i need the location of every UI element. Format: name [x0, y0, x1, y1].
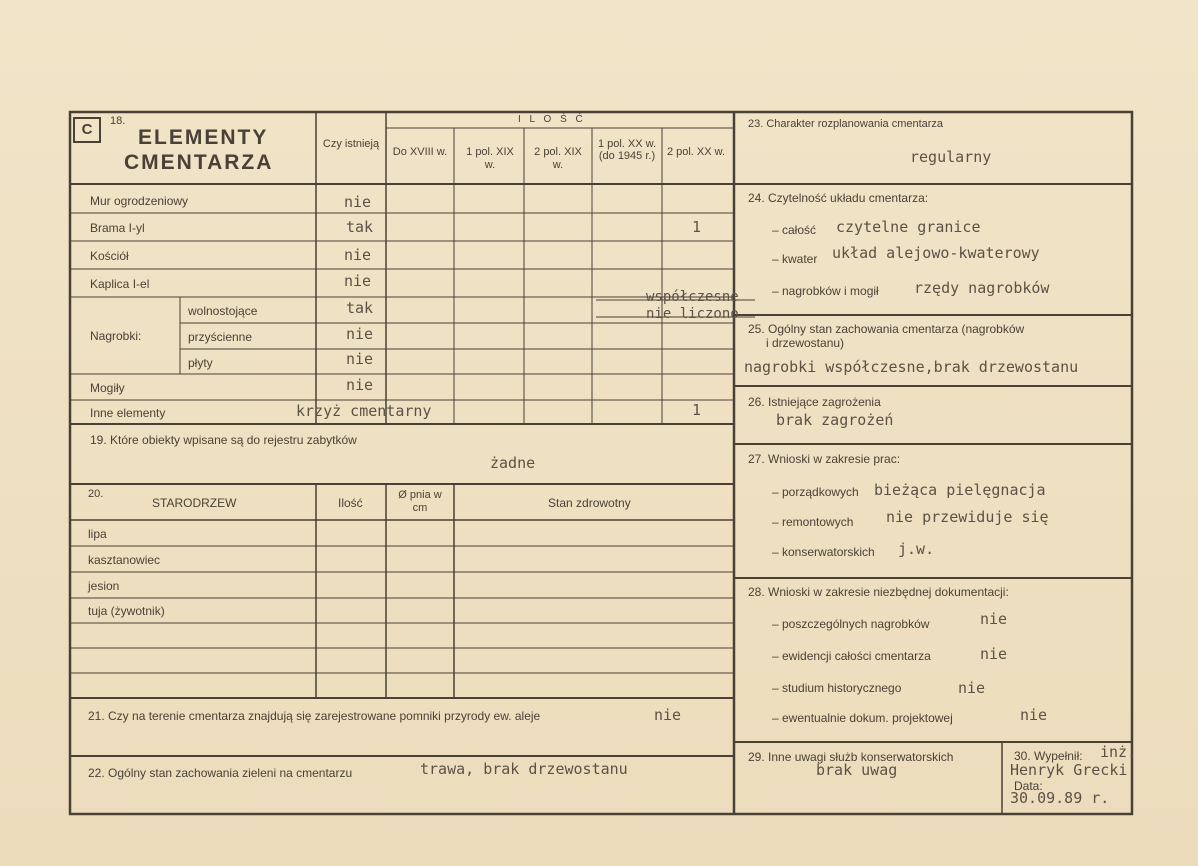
sec24-item-value: rzędy nagrobków	[914, 279, 1050, 297]
row-label: Kaplica I-el	[90, 277, 150, 291]
sec30-title: inż.	[1100, 743, 1137, 761]
form-letter-box: C	[73, 117, 101, 143]
nagrobki-note1: współczesne	[646, 289, 739, 305]
row-exists: nie	[344, 272, 372, 290]
sec27-item-value: j.w.	[898, 540, 935, 558]
sec22-value: trawa, brak drzewostanu	[420, 760, 628, 778]
sec20-col-pnia: Ø pnia w cm	[398, 489, 442, 514]
sec29-label: 29. Inne uwagi służb konserwatorskich	[748, 750, 954, 764]
row-exists: nie	[346, 350, 374, 368]
sec21-label: 21. Czy na terenie cmentarza znajdują się zarejestrowane pomniki przyrody ew. aleje	[88, 709, 541, 723]
sec25-value: nagrobki współczesne,brak drzewostanu	[744, 358, 1079, 376]
sec20-col-ilosc: Ilość	[338, 496, 363, 510]
sec28-item-label: – poszczególnych nagrobków	[772, 617, 930, 631]
col-2pol-xx: 2 pol. XX w.	[666, 146, 726, 158]
sec24-item-value: czytelne granice	[836, 218, 981, 236]
row-exists: krzyż cmentarny	[296, 402, 432, 420]
sec22-label: 22. Ogólny stan zachowania zieleni na cmentarzu	[88, 766, 353, 780]
row-label: Inne elementy	[90, 406, 166, 420]
sec28-item-label: – ewidencji całości cmentarza	[772, 649, 931, 663]
sec28-item-value: nie	[980, 610, 1008, 628]
row-count: 1	[692, 218, 702, 236]
sec24-item-label: – całość	[772, 223, 817, 237]
sec28-label: 28. Wnioski w zakresie niezbędnej dokumentacji:	[748, 585, 1009, 599]
sec30-date: 30.09.89 r.	[1010, 789, 1110, 807]
sec28-item-label: – ewentualnie dokum. projektowej	[772, 711, 953, 725]
col-1pol-xix: 1 pol. XIX w.	[466, 146, 514, 171]
sec28-item-label: – studium historycznego	[772, 681, 902, 695]
sec20-col-stan: Stan zdrowotny	[548, 496, 631, 510]
sec27-label: 27. Wnioski w zakresie prac:	[748, 452, 901, 466]
sec24-item-label: – kwater	[772, 252, 818, 266]
sec18-title-line1: ELEMENTY	[138, 126, 269, 149]
tree-row: kasztanowiec	[88, 553, 161, 567]
row-exists: nie	[346, 376, 374, 394]
sec28-item-value: nie	[958, 679, 986, 697]
tree-row: lipa	[88, 527, 107, 541]
nagrobki-note2: nie liczono	[646, 306, 739, 322]
nagrobki-label: Nagrobki:	[90, 329, 142, 343]
sec26-value: brak zagrożeń	[776, 411, 894, 429]
sec24-item-label: – nagrobków i mogił	[772, 284, 879, 298]
sec18-title-line2: CMENTARZA	[124, 151, 274, 174]
tree-row: jesion	[88, 579, 120, 593]
sec21-value: nie	[654, 706, 682, 724]
sec18-number: 18.	[110, 115, 126, 127]
sec30-date-label: Data:	[1014, 779, 1043, 793]
sec29-value: brak uwag	[816, 761, 898, 779]
sec24-label: 24. Czytelność układu cmentarza:	[748, 191, 929, 205]
sec19-value: żadne	[490, 454, 536, 472]
sec27-item-label: – porządkowych	[772, 485, 859, 499]
row-exists: tak	[346, 299, 374, 317]
tree-row: tuja (żywotnik)	[88, 604, 165, 618]
sec23-value: regularny	[910, 148, 992, 166]
row-label: Mur ogrodzeniowy	[90, 194, 189, 208]
row-label: Brama I-yl	[90, 221, 145, 235]
sec30-name: Henryk Grecki	[1010, 761, 1128, 779]
sec28-item-value: nie	[1020, 706, 1048, 724]
sec19-label: 19. Które obiekty wpisane są do rejestru zabytków	[90, 433, 357, 447]
row-label: Kościół	[90, 249, 129, 263]
row-count: 1	[692, 401, 702, 419]
sec25-label-line2: i drzewostanu)	[766, 336, 845, 350]
sec27-item-label: – remontowych	[772, 515, 854, 529]
row-label: Mogiły	[90, 381, 125, 395]
sec20-title: STARODRZEW	[152, 496, 237, 510]
row-exists: tak	[346, 218, 374, 236]
sec27-item-value: bieżąca pielęgnacja	[874, 481, 1046, 499]
sec27-item-value: nie przewiduje się	[886, 508, 1049, 526]
sec25-label-line1: 25. Ogólny stan zachowania cmentarza (nagrobków	[748, 322, 1025, 336]
sec26-label: 26. Istniejące zagrożenia	[748, 395, 881, 409]
sec23-label: 23. Charakter rozplanowania cmentarza	[748, 118, 944, 130]
col-2pol-xix: 2 pol. XIX w.	[534, 146, 582, 171]
sec20-number: 20.	[88, 488, 104, 500]
row-label: płyty	[188, 356, 213, 370]
col-do-xviii: Do XVIII w.	[392, 146, 448, 158]
sec27-item-label: – konserwatorskich	[772, 545, 875, 559]
sec30-label: 30. Wypełnił:	[1014, 749, 1083, 763]
col-1pol-xx: 1 pol. XX w. (do 1945 r.)	[597, 138, 657, 162]
ilosc-header: I L O Ś Ć	[518, 114, 586, 125]
sec28-item-value: nie	[980, 645, 1008, 663]
row-exists: nie	[344, 246, 372, 264]
row-exists: nie	[344, 193, 372, 211]
col-czy-istnieja: Czy istnieją	[322, 138, 380, 150]
sec24-item-value: układ alejowo-kwaterowy	[832, 244, 1040, 262]
row-exists: nie	[346, 325, 374, 343]
row-label: przyścienne	[188, 330, 253, 344]
row-label: wolnostojące	[188, 304, 258, 318]
